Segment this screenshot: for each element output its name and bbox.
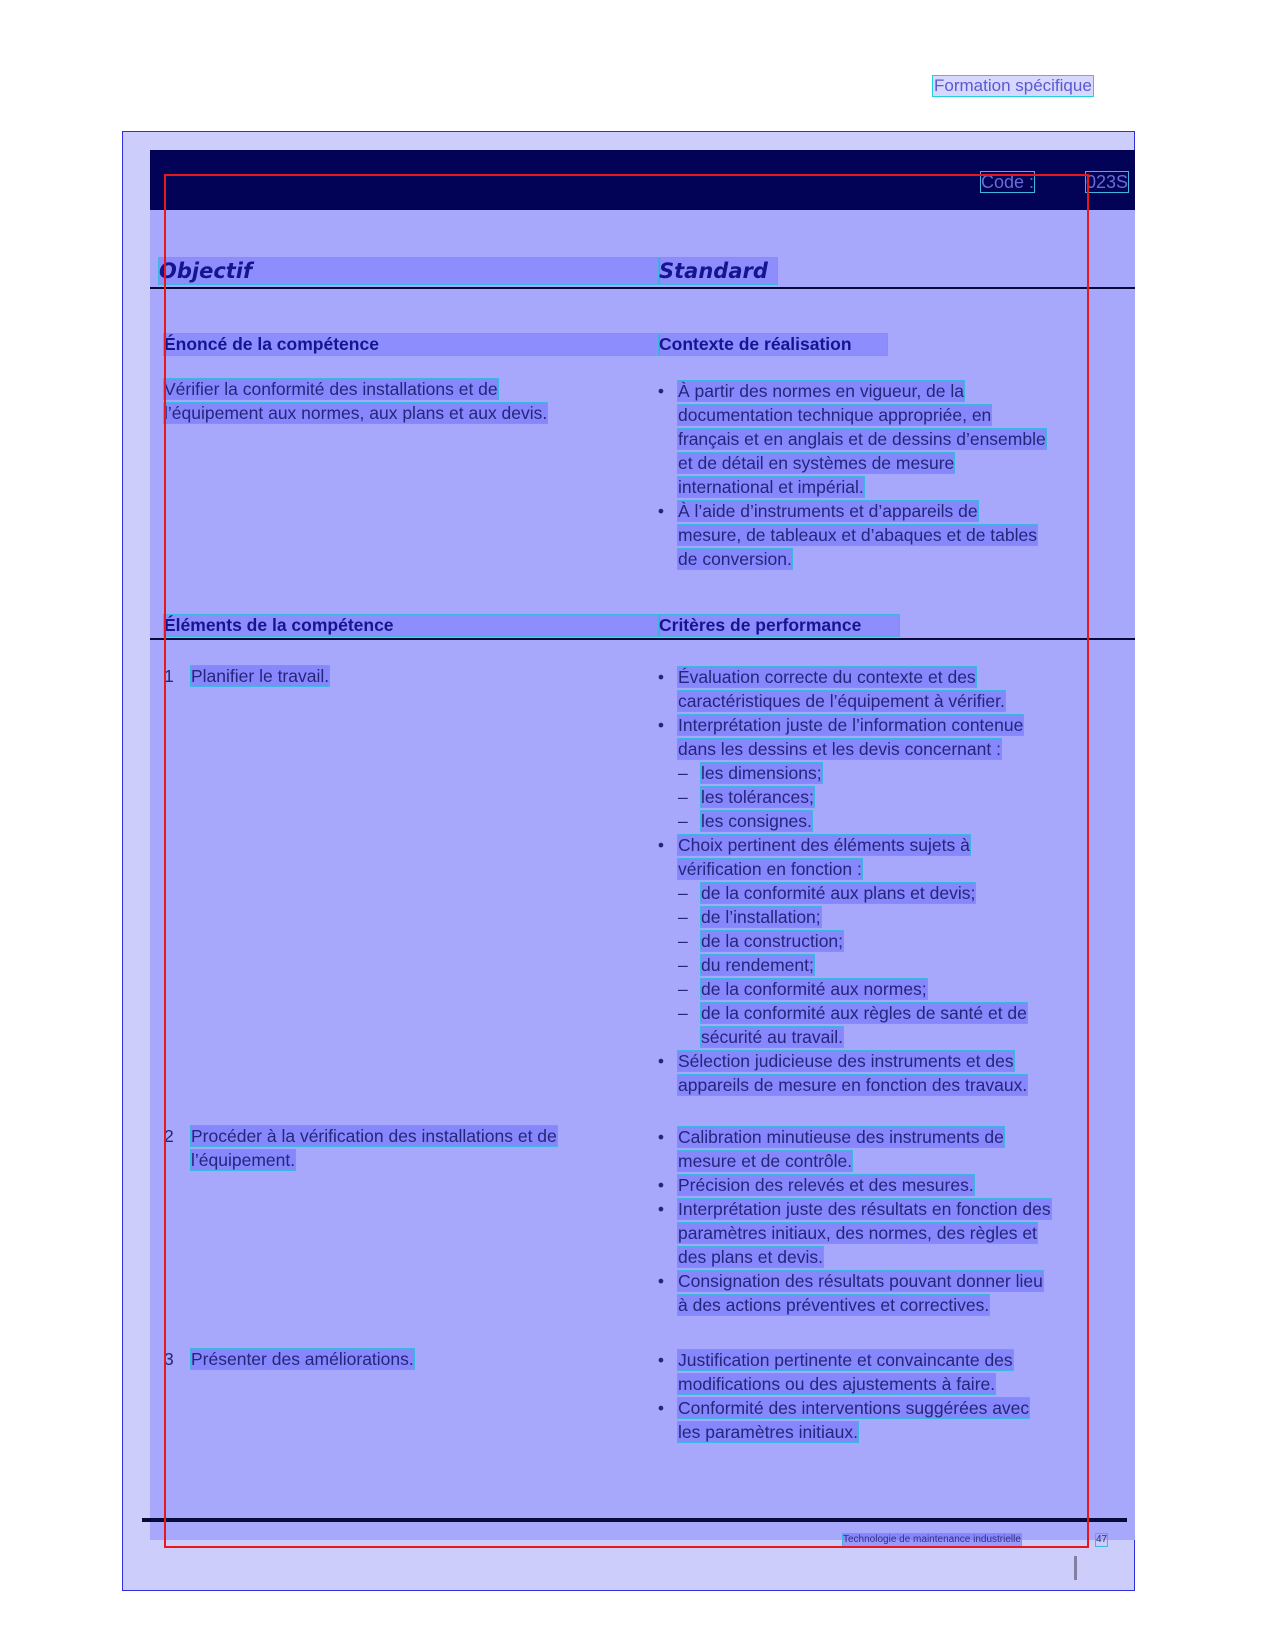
page-marker bbox=[1074, 1556, 1077, 1580]
element-number: 1 bbox=[164, 666, 174, 686]
bullet-icon: • bbox=[657, 501, 665, 521]
element-number: 3 bbox=[164, 1349, 174, 1369]
dash-icon: – bbox=[678, 979, 688, 999]
dash-icon: – bbox=[678, 883, 688, 903]
item-line: Sélection judicieuse des instruments et des bbox=[678, 1051, 1014, 1071]
item-line: Évaluation correcte du contexte et des bbox=[678, 667, 976, 687]
dash-icon: – bbox=[678, 787, 688, 807]
element-line: Procéder à la vérification des installations et de bbox=[191, 1126, 557, 1146]
bullet-icon: • bbox=[657, 1271, 665, 1291]
item-line: mesure, de tableaux et d’abaques et de tables bbox=[678, 525, 1037, 545]
sub-item-line: du rendement; bbox=[701, 955, 814, 975]
item-line: international et impérial. bbox=[678, 477, 864, 497]
sub-item-line: sécurité au travail. bbox=[701, 1027, 844, 1047]
bullet-icon: • bbox=[657, 1398, 665, 1418]
dash-icon: – bbox=[678, 955, 688, 975]
objectif-heading: Objectif bbox=[159, 258, 659, 284]
item-line: Conformité des interventions suggérées avec bbox=[678, 1398, 1030, 1418]
item-line: Précision des relevés et des mesures. bbox=[678, 1175, 974, 1195]
item-line: À l’aide d’instruments et d’appareils de bbox=[678, 501, 978, 521]
element-line: l’équipement. bbox=[191, 1150, 296, 1170]
sub-item-line: de la conformité aux plans et devis; bbox=[701, 883, 976, 903]
element-number: 2 bbox=[164, 1126, 174, 1146]
dash-icon: – bbox=[678, 1003, 688, 1023]
item-line: dans les dessins et les devis concernant : bbox=[678, 739, 1001, 759]
competence-line: Vérifier la conformité des installations et de bbox=[164, 379, 498, 399]
item-line: Interprétation juste des résultats en fonction des bbox=[678, 1199, 1051, 1219]
sub-item-line: de la conformité aux règles de santé et de bbox=[701, 1003, 1027, 1023]
item-line: Interprétation juste de l’information contenue bbox=[678, 715, 1024, 735]
competence-line: l’équipement aux normes, aux plans et aux devis. bbox=[164, 403, 548, 423]
code-value: 023S bbox=[1086, 172, 1129, 192]
standard-heading: Standard bbox=[659, 258, 777, 284]
item-line: Calibration minutieuse des instruments de bbox=[678, 1127, 1004, 1147]
item-line: caractéristiques de l’équipement à vérifier. bbox=[678, 691, 1005, 711]
competence-title: Énoncé de la compétence bbox=[164, 334, 659, 355]
bullet-icon: • bbox=[657, 381, 665, 401]
bullet-icon: • bbox=[657, 835, 665, 855]
dash-icon: – bbox=[678, 811, 688, 831]
item-line: mesure et de contrôle. bbox=[678, 1151, 853, 1171]
item-line: les paramètres initiaux. bbox=[678, 1422, 858, 1442]
sub-item-line: les dimensions; bbox=[701, 763, 822, 783]
sub-item-line: de la construction; bbox=[701, 931, 844, 951]
item-line: appareils de mesure en fonction des travaux. bbox=[678, 1075, 1028, 1095]
bullet-icon: • bbox=[657, 1127, 665, 1147]
item-line: à des actions préventives et correctives. bbox=[678, 1295, 990, 1315]
item-line: vérification en fonction : bbox=[678, 859, 862, 879]
dash-icon: – bbox=[678, 907, 688, 927]
bullet-icon: • bbox=[657, 715, 665, 735]
bullet-icon: • bbox=[657, 1199, 665, 1219]
sub-item-line: de la conformité aux normes; bbox=[701, 979, 927, 999]
bullet-icon: • bbox=[657, 1350, 665, 1370]
item-line: Consignation des résultats pouvant donner lieu bbox=[678, 1271, 1043, 1291]
item-line: documentation technique appropriée, en bbox=[678, 405, 992, 425]
dash-icon: – bbox=[678, 931, 688, 951]
item-line: des plans et devis. bbox=[678, 1247, 823, 1267]
code-label: Code : bbox=[981, 172, 1035, 192]
page-number: 47 bbox=[1096, 1534, 1108, 1545]
bullet-icon: • bbox=[657, 667, 665, 687]
bullet-icon: • bbox=[657, 1175, 665, 1195]
dash-icon: – bbox=[678, 763, 688, 783]
item-line: modifications ou des ajustements à faire. bbox=[678, 1374, 996, 1394]
element-line: Présenter des améliorations. bbox=[191, 1349, 414, 1369]
bullet-icon: • bbox=[657, 1051, 665, 1071]
selection-frame bbox=[164, 174, 1089, 1548]
item-line: À partir des normes en vigueur, de la bbox=[678, 381, 964, 401]
element-line: Planifier le travail. bbox=[191, 666, 330, 686]
item-line: Justification pertinente et convaincante des bbox=[678, 1350, 1013, 1370]
item-line: de conversion. bbox=[678, 549, 792, 569]
item-line: français et en anglais et de dessins d’ensemble bbox=[678, 429, 1046, 449]
sub-item-line: de l’installation; bbox=[701, 907, 821, 927]
item-line: paramètres initiaux, des normes, des règles et bbox=[678, 1223, 1037, 1243]
elements-title: Éléments de la compétence bbox=[164, 615, 659, 636]
sub-item-line: les tolérances; bbox=[701, 787, 814, 807]
criteres-title: Critères de performance bbox=[659, 615, 899, 636]
footer-title: Technologie de maintenance industrielle bbox=[843, 1534, 1021, 1545]
item-line: et de détail en systèmes de mesure bbox=[678, 453, 955, 473]
program-label: Formation spécifique bbox=[934, 76, 1092, 95]
contexte-title: Contexte de réalisation bbox=[659, 334, 887, 355]
item-line: Choix pertinent des éléments sujets à bbox=[678, 835, 970, 855]
sub-item-line: les consignes. bbox=[701, 811, 812, 831]
